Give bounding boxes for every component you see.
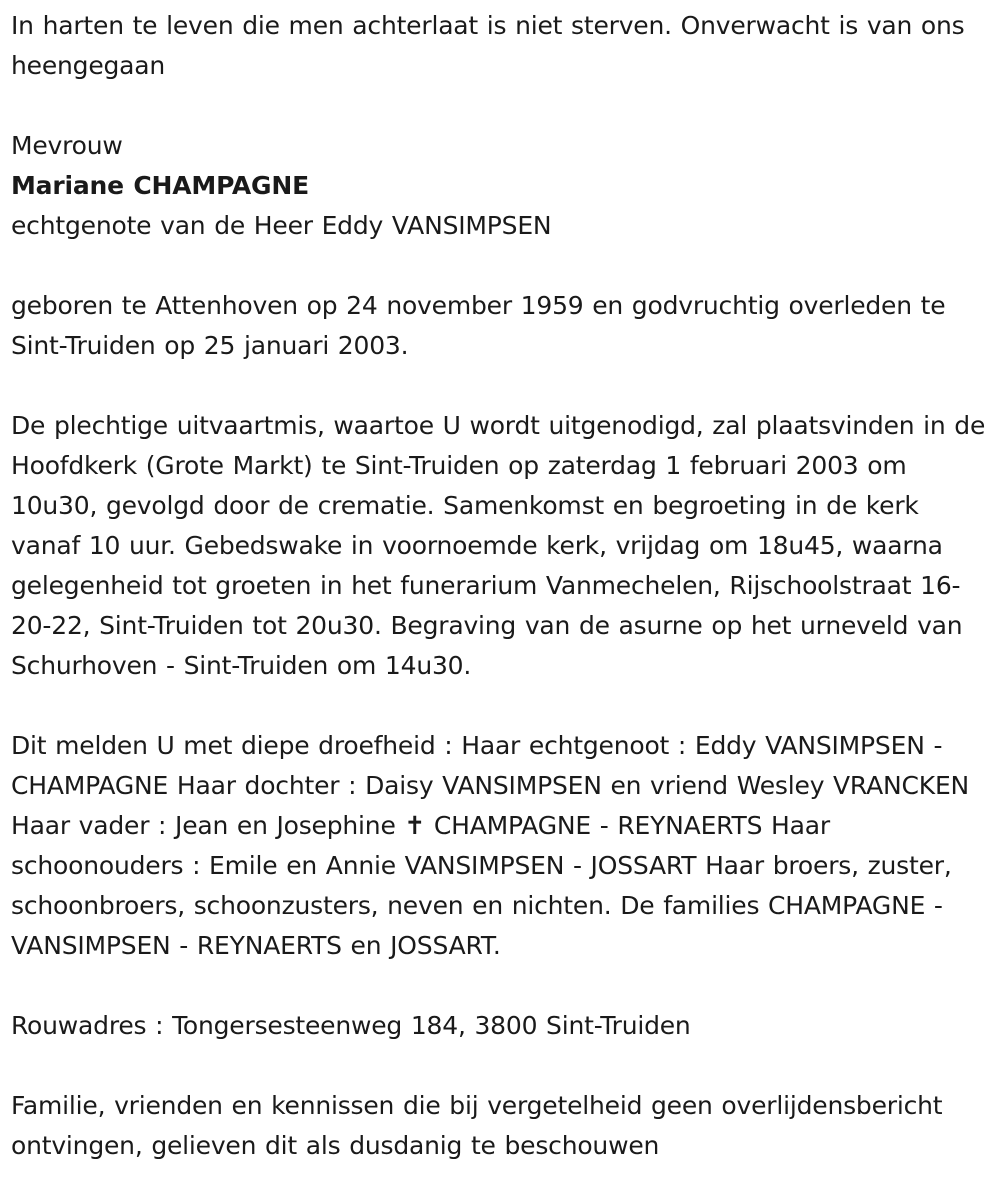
ceremony-text: De plechtige uitvaartmis, waartoe U wordt uitgenodigd, zal plaatsvinden in de Hoofdkerk (Grote Markt) te Sint-Truiden op zaterdag 1 februari 2003 om 10u30, gevolgd door de crematie. Samenkomst en begroeting in de kerk vanaf 10 uur. Gebedswake in voornoemde kerk, vrijdag om 18u45, waarna gelegenheid tot groeten in het funerarium Vanmechelen, Rijschoolstraat 16-20-22, Sint-Truiden tot 20u30. Begraving van de asurne op het urneveld van Schurhoven - Sint-Truiden om 14u30. [11,411,986,680]
spacer [11,966,990,1006]
intro-text: In harten te leven die men achterlaat is niet sterven. Onverwacht is van ons heengegaan [11,11,965,80]
spacer [11,86,990,126]
birth-death-text: geboren te Attenhoven op 24 november 1959 en godvruchtig overleden te Sint-Truiden op 25 januari 2003. [11,291,946,360]
spacer [11,246,990,286]
family-text [11,726,990,966]
spacer [11,686,990,726]
family-text-part2: CHAMPAGNE - REYNAERTS Haar schoonouders : Emile en Annie VANSIMPSEN - JOSSART Haar broers, zuster, schoonbroers, schoonzusters, neven en nichten. De families CHAMPAGNE - VANSIMPSEN - REYNAERTS en JOSSART. [11,811,952,960]
salutation: Mevrouw [11,131,123,160]
address-text: Rouwadres : Tongersesteenweg 184, 3800 Sint-Truiden [11,1011,691,1040]
cross-icon: ✝ [404,811,426,840]
deceased-name: Mariane CHAMPAGNE [11,171,309,200]
closing-text: Familie, vrienden en kennissen die bij vergetelheid geen overlijdensbericht ontvingen, gelieven dit als dusdanig te beschouwen [11,1091,943,1160]
spacer [11,366,990,406]
family-text-part1: Dit melden U met diepe droefheid : Haar echtgenoot : Eddy VANSIMPSEN - CHAMPAGNE Haar dochter : Daisy VANSIMPSEN en vriend Wesley VRANCKEN Haar vader : Jean en Josephine [11,731,970,840]
spouse-line: echtgenote van de Heer Eddy VANSIMPSEN [11,211,552,240]
spacer [11,1046,990,1086]
